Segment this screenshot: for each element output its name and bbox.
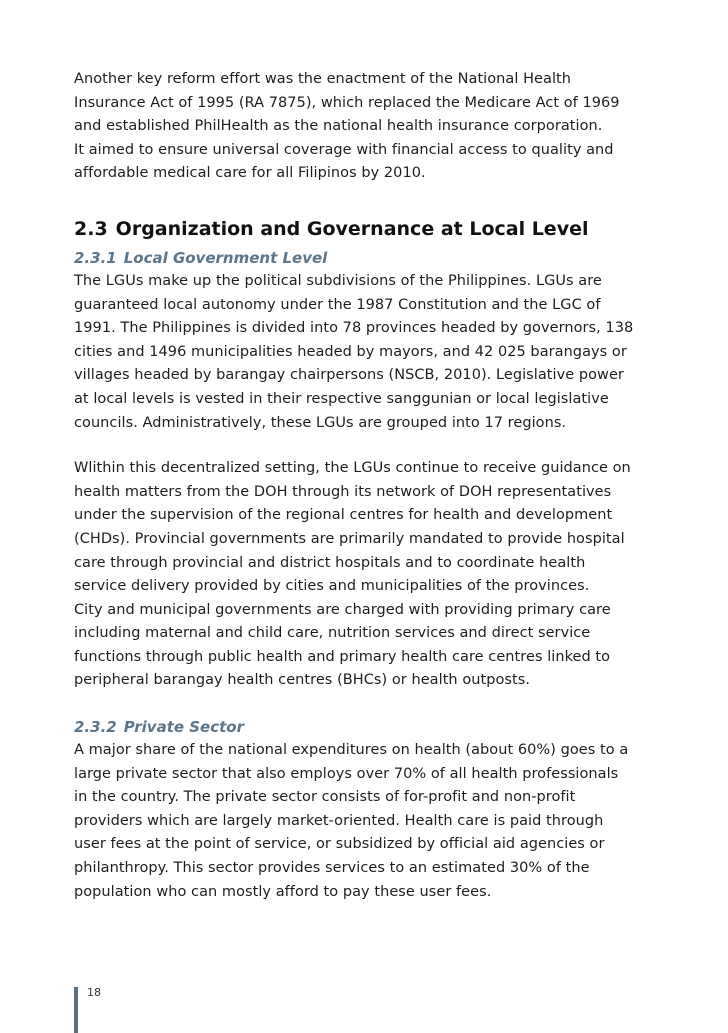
text-line: including maternal and child care, nutrition services and direct service (74, 625, 591, 642)
text-line: peripheral barangay health centres (BHCs) or health outposts. (74, 672, 531, 689)
subsection-heading-local-government (74, 246, 658, 270)
footer-accent-bar (74, 987, 78, 1033)
text-line: health matters from the DOH through its network of DOH representatives (74, 483, 612, 500)
text-line: 1991. The Philippines is divided into 78 provinces headed by governors, 138 (74, 320, 634, 337)
text-line: population who can mostly afford to pay these user fees. (74, 883, 492, 900)
text-line: City and municipal governments are charged with providing primary care (74, 601, 611, 618)
subsection-number: 2.3.2 (74, 718, 117, 737)
text-line: large private sector that also employs over 70% of all health professionals (74, 765, 619, 782)
text-line: Wlithin this decentralized setting, the LGUs continue to receive guidance on (74, 460, 631, 477)
text-line: functions through public health and primary health care centres linked to (74, 648, 611, 665)
text-line: under the supervision of the regional centres for health and development (74, 507, 613, 524)
text-line: in the country. The private sector consists of for-profit and non-profit (74, 789, 576, 806)
subsection-number: 2.3.1 (74, 248, 117, 267)
section-title: Organization and Governance at Local Level (115, 217, 589, 240)
text-line: councils. Administratively, these LGUs are grouped into 17 regions. (74, 414, 567, 431)
paragraph-gap (74, 435, 658, 457)
subsection-heading-private-sector (74, 715, 658, 739)
local-government-paragraph-1 (74, 270, 658, 435)
text-line: care through provincial and district hospitals and to coordinate health (74, 554, 586, 571)
document-body (74, 68, 658, 904)
text-line: Insurance Act of 1995 (RA 7875), which replaced the Medicare Act of 1969 (74, 94, 620, 111)
text-line: The LGUs make up the political subdivisions of the Philippines. LGUs are (74, 272, 602, 289)
text-line: guaranteed local autonomy under the 1987 Constitution and the LGC of (74, 296, 601, 313)
text-line: affordable medical care for all Filipinos by 2010. (74, 165, 426, 182)
text-line: cities and 1496 municipalities headed by mayors, and 42 025 barangays or (74, 343, 627, 360)
subsection-title: Local Government Level (123, 248, 328, 267)
subsection-title: Private Sector (123, 718, 244, 737)
intro-paragraph (74, 68, 658, 186)
text-line: providers which are largely market-oriented. Health care is paid through (74, 812, 604, 829)
text-line: Another key reform effort was the enactment of the National Health (74, 71, 572, 87)
text-line: service delivery provided by cities and municipalities of the provinces. (74, 578, 590, 595)
page-number: 18 (87, 986, 101, 999)
text-line: at local levels is vested in their respective sanggunian or local legislative (74, 390, 609, 407)
text-line: (CHDs). Provincial governments are primarily mandated to provide hospital (74, 530, 625, 547)
section-number: 2.3 (74, 217, 108, 240)
text-line: user fees at the point of service, or subsidized by official aid agencies or (74, 836, 605, 853)
section-heading (74, 216, 658, 242)
private-sector-paragraph (74, 739, 658, 904)
local-government-paragraph-2 (74, 457, 658, 693)
text-line: villages headed by barangay chairpersons (NSCB, 2010). Legislative power (74, 367, 624, 384)
text-line: philanthropy. This sector provides services to an estimated 30% of the (74, 860, 590, 877)
text-line: and established PhilHealth as the national health insurance corporation. (74, 118, 603, 135)
text-line: It aimed to ensure universal coverage with financial access to quality and (74, 141, 614, 158)
text-line: A major share of the national expenditures on health (about 60%) goes to a (74, 742, 629, 759)
